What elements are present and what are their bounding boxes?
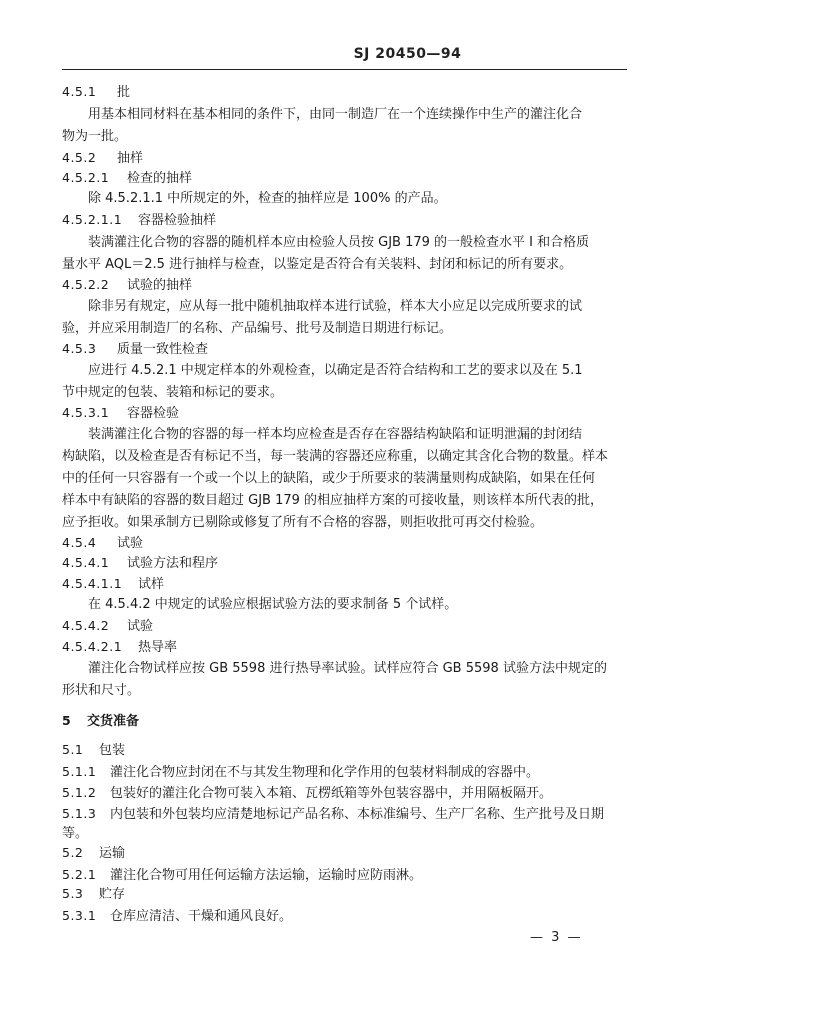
section-number: 5.2 — [62, 845, 84, 860]
section-title: 试验 — [127, 619, 154, 634]
paragraph-line: 除 4.5.2.1.1 中所规定的外，检查的抽样应是 100% 的产品。 — [88, 191, 447, 206]
paragraph-line: 量水平 AQL＝2.5 进行抽样与检查，以鉴定是否符合有关装料、封闭和标记的所有要求。 — [62, 257, 573, 272]
section-5-1-heading — [62, 742, 632, 759]
section-5-1-3 — [62, 806, 632, 823]
chapter-5-heading — [62, 713, 632, 730]
section-title: 试验方法和程序 — [127, 556, 219, 571]
section-number: 4.5.4.2.1 — [62, 639, 123, 654]
section-number: 4.5.2.1.1 — [62, 212, 123, 227]
section-text: 灌注化合物应封闭在不与其发生物理和化学作用的包装材料制成的容器中。 — [110, 765, 540, 780]
section-5-3-1 — [62, 908, 632, 925]
section-title: 容器检验抽样 — [138, 213, 217, 228]
section-number: 4.5.4.1 — [62, 555, 110, 570]
section-number: 4.5.4.1.1 — [62, 576, 123, 591]
section-4-5-1-heading — [62, 84, 632, 101]
section-title: 容器检验 — [127, 406, 180, 421]
paragraph-line: 应进行 4.5.2.1 中规定样本的外观检查，以确定是否符合结构和工艺的要求以及在 5.1 — [88, 363, 583, 378]
section-number: 4.5.3 — [62, 341, 97, 356]
section-title: 试验 — [117, 536, 144, 551]
section-number: 5.1.3 — [62, 806, 97, 821]
section-title: 检查的抽样 — [127, 171, 193, 186]
section-5-1-1 — [62, 764, 632, 781]
section-4-5-4-2-heading — [62, 618, 632, 635]
paragraph-line: 中的任何一只容器有一个或一个以上的缺陷，或少于所要求的装满量则构成缺陷，如果在任何 — [62, 471, 596, 486]
section-number: 5.1.1 — [62, 764, 97, 779]
section-number: 4.5.1 — [62, 84, 97, 99]
section-4-5-2-1-1-heading — [62, 212, 632, 229]
section-title: 试样 — [138, 577, 165, 592]
section-title: 热导率 — [138, 640, 178, 655]
section-text: 仓库应清洁、干燥和通风良好。 — [110, 909, 293, 924]
paragraph-line: 形状和尺寸。 — [62, 683, 141, 698]
paragraph-line: 节中规定的包装、装箱和标记的要求。 — [62, 385, 284, 400]
section-text: 包装好的灌注化合物可装入本箱、瓦楞纸箱等外包装容器中，并用隔板隔开。 — [110, 786, 553, 801]
section-number: 4.5.4 — [62, 535, 97, 550]
section-title: 抽样 — [117, 151, 144, 166]
section-4-5-2-1-heading — [62, 170, 632, 187]
section-number: 5.1 — [62, 742, 84, 757]
paragraph-line: 用基本相同材料在基本相同的条件下，由同一制造厂在一个连续操作中生产的灌注化合 — [88, 107, 583, 122]
section-4-5-2-heading — [62, 150, 632, 167]
section-4-5-4-2-1-heading — [62, 639, 632, 656]
section-title: 贮存 — [99, 887, 126, 902]
paragraph-line: 等。 — [62, 826, 89, 841]
section-title: 交货准备 — [87, 714, 140, 729]
section-5-2-1 — [62, 867, 632, 884]
section-title: 试验的抽样 — [127, 278, 193, 293]
section-4-5-4-1-heading — [62, 555, 632, 572]
section-number: 4.5.3.1 — [62, 405, 110, 420]
section-5-3-heading — [62, 886, 632, 903]
section-4-5-3-heading — [62, 341, 632, 358]
section-number: 5.1.2 — [62, 785, 97, 800]
page-number: — 3 — — [530, 930, 583, 945]
paragraph-line: 在 4.5.4.2 中规定的试验应根据试验方法的要求制备 5 个试样。 — [88, 597, 458, 612]
section-text: 灌注化合物可用任何运输方法运输，运输时应防雨淋。 — [110, 868, 423, 883]
section-number: 5 — [62, 713, 72, 728]
section-4-5-2-2-heading — [62, 277, 632, 294]
section-title: 包装 — [99, 743, 126, 758]
paragraph-line: 灌注化合物试样应按 GB 5598 进行热导率试验。试样应符合 GB 5598 试验方法中规定的 — [88, 661, 607, 676]
section-4-5-4-heading — [62, 535, 632, 552]
paragraph-line: 除非另有规定，应从每一批中随机抽取样本进行试验，样本大小应足以完成所要求的试 — [88, 299, 583, 314]
section-title: 批 — [117, 85, 131, 100]
section-title: 运输 — [99, 846, 126, 861]
section-number: 5.3 — [62, 886, 84, 901]
section-text: 内包装和外包装均应清楚地标记产品名称、本标准编号、生产厂名称、生产批号及日期 — [110, 807, 605, 822]
paragraph-line: 装满灌注化合物的容器的每一样本均应检查是否存在容器结构缺陷和证明泄漏的封闭结 — [88, 427, 583, 442]
paragraph-line: 装满灌注化合物的容器的随机样本应由检验人员按 GJB 179 的一般检查水平 I 和合格质 — [88, 235, 590, 250]
section-5-1-2 — [62, 785, 632, 802]
section-title: 质量一致性检查 — [117, 342, 209, 357]
paragraph-line: 物为一批。 — [62, 129, 128, 144]
section-number: 5.2.1 — [62, 867, 97, 882]
section-number: 4.5.4.2 — [62, 618, 110, 633]
section-4-5-4-1-1-heading — [62, 576, 632, 593]
paragraph-line: 样本中有缺陷的容器的数目超过 GJB 179 的相应抽样方案的可接收量，则该样本所代表的批， — [62, 493, 604, 508]
paragraph-line: 验，并应采用制造厂的名称、产品编号、批号及制造日期进行标记。 — [62, 321, 453, 336]
paragraph-line: 应予拒收。如果承制方已剔除或修复了所有不合格的容器，则拒收批可再交付检验。 — [62, 515, 544, 530]
section-4-5-3-1-heading — [62, 405, 632, 422]
section-number: 4.5.2 — [62, 150, 97, 165]
header-rule — [62, 69, 627, 70]
section-number: 4.5.2.1 — [62, 170, 110, 185]
section-number: 4.5.2.2 — [62, 277, 110, 292]
section-number: 5.3.1 — [62, 908, 97, 923]
paragraph-line: 构缺陷，以及检查是否有标记不当，每一装满的容器还应称重，以确定其含化合物的数量。样本 — [62, 449, 609, 464]
section-5-2-heading — [62, 845, 632, 862]
standard-number-header: SJ 20450—94 — [353, 46, 462, 62]
